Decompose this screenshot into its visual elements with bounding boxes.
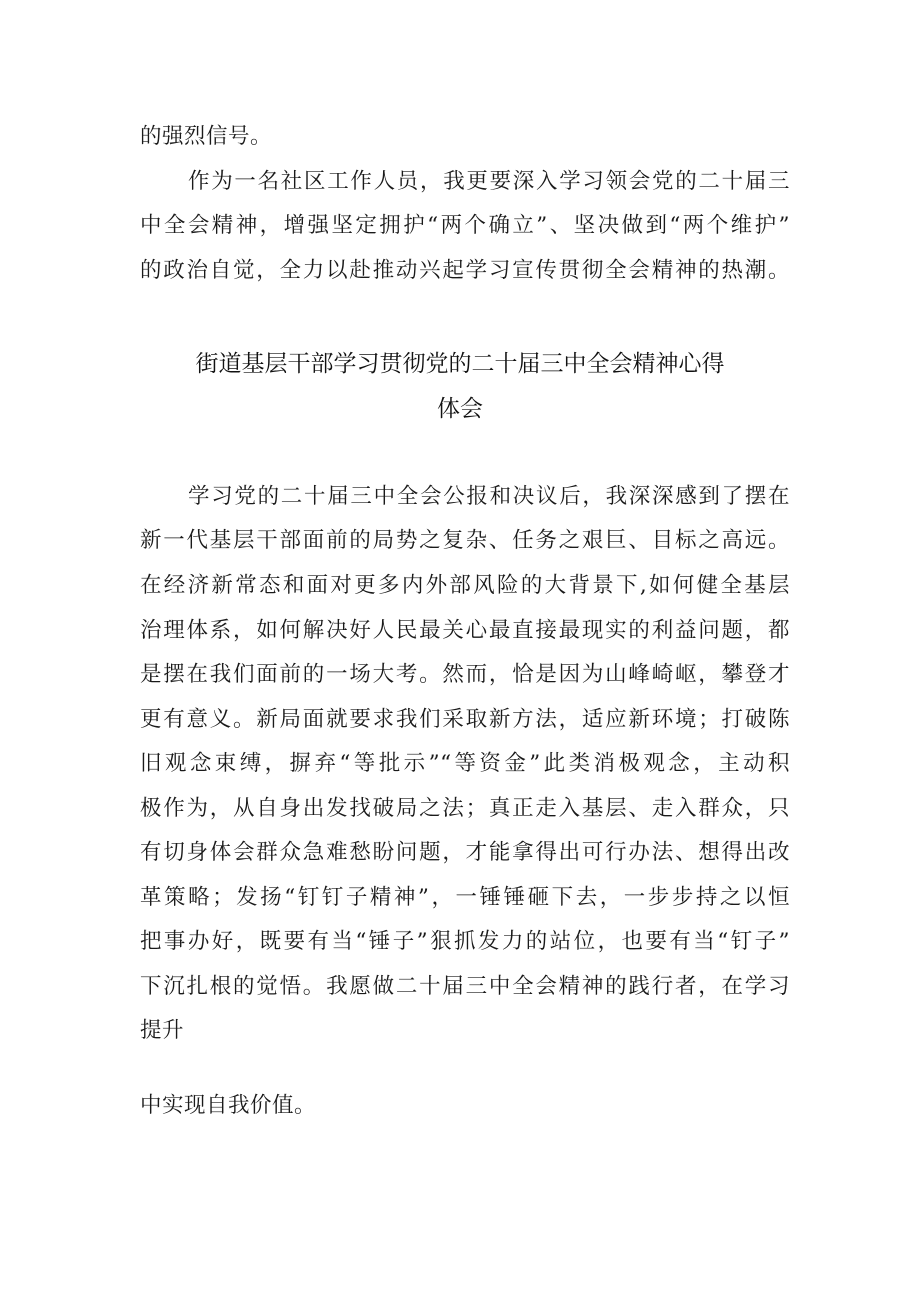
paragraph-line: 中全会精神，增强坚定拥护“两个确立”、坚决做到“两个维护” <box>140 213 790 238</box>
paragraph-line: 旧观念束缚，摒弃“等批示”“等资金”此类消极观念，主动积 <box>140 751 790 776</box>
paragraph-line: 中实现自我价值。 <box>140 1093 317 1118</box>
paragraph-line: 提升 <box>140 1018 185 1043</box>
paragraph-line: 革策略；发扬“钉钉子精神”，一锤锤砸下去，一步步持之以恒 <box>140 885 790 910</box>
paragraph-line: 下沉扎根的觉悟。我愿做二十届三中全会精神的践行者，在学习 <box>140 974 790 999</box>
article-title-line-2: 体会 <box>437 396 483 422</box>
paragraph-line: 治理体系，如何解决好人民最关心最直接最现实的利益问题，都 <box>140 618 790 643</box>
paragraph-line: 极作为，从自身出发找破局之法；真正走入基层、走入群众，只 <box>140 796 790 821</box>
paragraph-line: 更有意义。新局面就要求我们采取新方法，适应新环境；打破陈 <box>140 707 790 732</box>
article-title-line-1: 街道基层干部学习贯彻党的二十届三中全会精神心得 <box>195 351 725 377</box>
paragraph-line: 有切身体会群众急难愁盼问题，才能拿得出可行办法、想得出改 <box>140 840 790 865</box>
paragraph-continuation-line: 的强烈信号。 <box>140 124 273 149</box>
paragraph-line: 学习党的二十届三中全会公报和决议后，我深深感到了摆在 <box>188 484 790 509</box>
paragraph-line: 的政治自觉，全力以赴推动兴起学习宣传贯彻全会精神的热潮。 <box>140 258 790 283</box>
paragraph-line: 在经济新常态和面对更多内外部风险的大背景下,如何健全基层 <box>140 573 790 598</box>
paragraph-line: 作为一名社区工作人员，我更要深入学习领会党的二十届三 <box>188 169 790 194</box>
paragraph-line: 是摆在我们面前的一场大考。然而，恰是因为山峰崎岖，攀登才 <box>140 662 790 687</box>
paragraph-line: 新一代基层干部面前的局势之复杂、任务之艰巨、目标之高远。 <box>140 528 790 553</box>
paragraph-line: 把事办好，既要有当“锤子”狠抓发力的站位，也要有当“钉子” <box>140 929 790 954</box>
